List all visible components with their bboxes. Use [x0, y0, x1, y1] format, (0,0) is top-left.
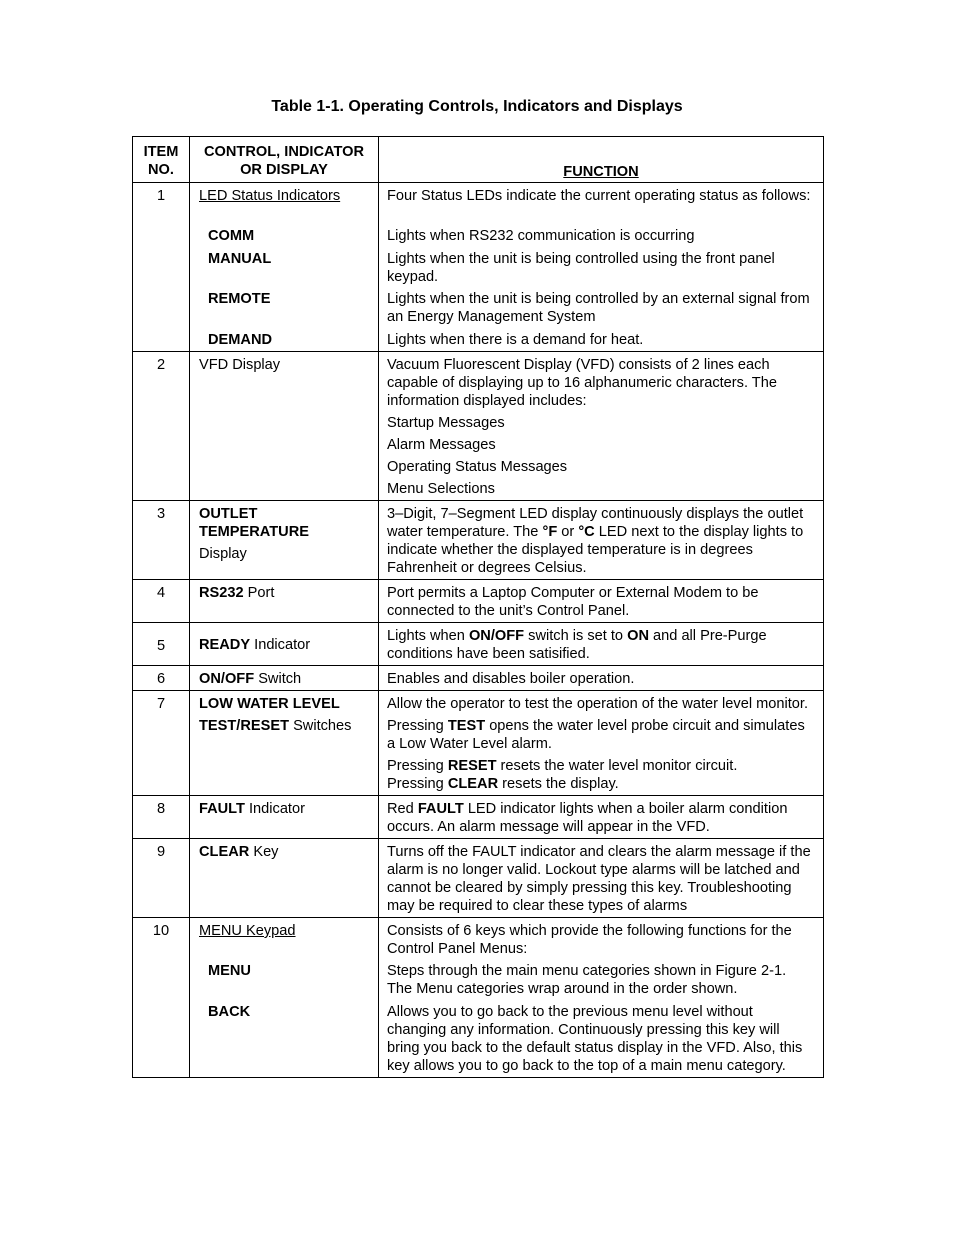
control-cell — [190, 666, 379, 691]
list-item: Menu Selections — [387, 481, 495, 497]
header-item-line2: NO. — [148, 162, 174, 178]
function-text — [387, 775, 815, 793]
function-text: Steps through the main menu categories shown in Figure 2-1. The Menu categories wrap around in the order shown. — [387, 963, 787, 997]
list-item: Startup Messages — [387, 415, 505, 431]
text-run-bold: ON — [627, 628, 649, 644]
control-label-bold: ON/OFF — [199, 671, 255, 687]
function-text: Allows you to go back to the previous menu level without changing any information. Continuously pressing this key will bring you back to the default status display in the VFD. Also, this key allows you to go back to the top of a main menu category. — [387, 1004, 803, 1074]
text-run-bold: TEST — [447, 718, 486, 734]
text-run: opens the water level probe circuit and simulates a Low Water Level alarm. — [387, 718, 805, 752]
function-text: Vacuum Fluorescent Display (VFD) consists of 2 lines each capable of displaying up to 16 alphanumeric characters. The information displayed includes: — [387, 357, 777, 409]
header-function-label: FUNCTION — [563, 164, 639, 180]
text-run: or — [557, 524, 579, 540]
text-run: Pressing — [387, 776, 448, 792]
function-cell — [379, 352, 824, 501]
control-label-bold: TEMPERATURE — [199, 524, 309, 540]
control-label-rest: Display — [199, 546, 247, 562]
text-run: 3–Digit, 7–Segment LED display continuously displays the outlet water temperature. The — [387, 506, 804, 540]
table-row-6 — [133, 666, 824, 691]
function-text — [387, 627, 815, 663]
table-row-1 — [133, 183, 824, 352]
table-row-5 — [133, 623, 824, 666]
table-row-8 — [133, 796, 824, 839]
function-cell — [379, 666, 824, 691]
function-text — [387, 717, 815, 753]
control-cell — [190, 839, 379, 918]
item-number: 9 — [133, 839, 190, 918]
text-run: LED next to the display lights to indicate whether the displayed temperature is in degrees Fahrenheit or degrees Celsius. — [387, 524, 804, 576]
item-number: 4 — [133, 580, 190, 623]
control-cell — [190, 501, 379, 580]
function-text: Allow the operator to test the operation of the water level monitor. — [387, 696, 809, 712]
sub-label: MANUAL — [208, 251, 272, 267]
table-row-3 — [133, 501, 824, 580]
control-label-bold: TEST/RESET — [199, 718, 290, 734]
list-item: Operating Status Messages — [387, 459, 568, 475]
function-text — [387, 505, 815, 577]
function-cell — [379, 183, 824, 352]
text-run: resets the display. — [498, 776, 619, 792]
function-cell — [379, 691, 824, 796]
header-item-line1: ITEM — [143, 144, 179, 160]
control-label — [199, 584, 374, 602]
control-label-bold: FAULT — [199, 801, 245, 817]
text-run-bold: RESET — [447, 758, 497, 774]
control-label-rest: Key — [249, 844, 279, 860]
control-cell — [190, 352, 379, 501]
control-label-bold: RS232 — [199, 585, 244, 601]
item-number: 10 — [133, 918, 190, 1078]
text-run: resets the water level monitor circuit. — [496, 758, 738, 774]
function-cell — [379, 796, 824, 839]
function-cell — [379, 580, 824, 623]
function-text — [387, 800, 815, 836]
control-label-rest: Port — [243, 585, 275, 601]
control-label-rest: Switch — [254, 671, 302, 687]
control-label — [199, 843, 374, 861]
control-label — [199, 670, 374, 688]
sub-label: COMM — [208, 228, 255, 244]
text-run: Pressing — [387, 758, 448, 774]
header-row — [133, 137, 824, 183]
header-function — [379, 137, 824, 183]
text-run: Lights when — [387, 628, 469, 644]
control-label-bold: READY — [199, 637, 251, 653]
control-cell — [190, 691, 379, 796]
function-text: Lights when there is a demand for heat. — [387, 332, 644, 348]
control-label-rest: Indicator — [250, 637, 311, 653]
control-label — [199, 800, 374, 818]
list-item: Alarm Messages — [387, 437, 496, 453]
header-control-line1: CONTROL, INDICATOR — [204, 144, 364, 160]
item-number: 7 — [133, 691, 190, 796]
control-label-bold: LOW WATER LEVEL — [199, 696, 340, 712]
item-number: 5 — [133, 623, 190, 666]
control-cell — [190, 183, 379, 352]
table-row-10 — [133, 918, 824, 1078]
table-row-4 — [133, 580, 824, 623]
function-text: Lights when the unit is being controlled using the front panel keypad. — [387, 251, 775, 285]
function-text: Lights when RS232 communication is occurring — [387, 228, 695, 244]
item-number: 6 — [133, 666, 190, 691]
text-run: switch is set to — [524, 628, 628, 644]
text-run-bold: FAULT — [417, 801, 464, 817]
text-run: LED indicator lights when a boiler alarm condition occurs. An alarm message will appear in the VFD. — [387, 801, 788, 835]
function-text: Consists of 6 keys which provide the following functions for the Control Panel Menus: — [387, 923, 792, 957]
text-run-bold: CLEAR — [447, 776, 499, 792]
control-label — [199, 505, 374, 523]
text-run: and all Pre-Purge conditions have been satisified. — [387, 628, 767, 662]
function-text: Turns off the FAULT indicator and clears the alarm message if the alarm is no longer valid. Lockout type alarms will be latched and cannot be cleared by simply pressing this key. Troubleshooting may be required to clear these types of alarms — [387, 844, 811, 914]
header-control-line2: OR DISPLAY — [240, 162, 328, 178]
sub-label: REMOTE — [208, 291, 271, 307]
text-run: Red — [387, 801, 418, 817]
control-label-rest: Switches — [289, 718, 352, 734]
control-label — [199, 636, 374, 654]
sub-label: DEMAND — [208, 332, 273, 348]
function-cell — [379, 918, 824, 1078]
text-run-bold: ON/OFF — [468, 628, 525, 644]
table-row-9 — [133, 839, 824, 918]
item-number: 1 — [133, 183, 190, 352]
control-cell — [190, 918, 379, 1078]
function-text: Four Status LEDs indicate the current operating status as follows: — [387, 188, 811, 204]
control-label — [199, 717, 374, 735]
function-text: Lights when the unit is being controlled by an external signal from an Energy Management System — [387, 291, 810, 325]
text-run: Pressing — [387, 718, 448, 734]
function-text — [387, 757, 815, 775]
item-number: 3 — [133, 501, 190, 580]
header-item-no — [133, 137, 190, 183]
table-row-2 — [133, 352, 824, 501]
text-run-bold: °C — [578, 524, 595, 540]
text-run-bold: °F — [542, 524, 558, 540]
item-number: 2 — [133, 352, 190, 501]
sub-label: MENU — [208, 963, 251, 979]
controls-table — [132, 136, 824, 1078]
control-label — [199, 695, 374, 713]
table-title: Table 1-1. Operating Controls, Indicators and Displays — [271, 98, 683, 115]
header-control — [190, 137, 379, 183]
function-text: Port permits a Laptop Computer or External Modem to be connected to the unit’s Control Panel. — [387, 585, 759, 619]
function-cell — [379, 501, 824, 580]
control-label-rest: Indicator — [244, 801, 305, 817]
controls-table-wrapper — [132, 136, 823, 1078]
control-label-bold: OUTLET — [199, 506, 258, 522]
control-label: LED Status Indicators — [199, 188, 341, 204]
sub-label: BACK — [208, 1004, 251, 1020]
function-text: Enables and disables boiler operation. — [387, 671, 635, 687]
control-cell — [190, 580, 379, 623]
function-cell — [379, 623, 824, 666]
control-label: MENU Keypad — [199, 923, 296, 939]
control-label — [199, 523, 374, 541]
function-cell — [379, 839, 824, 918]
table-row-7 — [133, 691, 824, 796]
control-cell — [190, 623, 379, 666]
control-label: VFD Display — [199, 357, 281, 373]
control-label-bold: CLEAR — [199, 844, 250, 860]
control-cell — [190, 796, 379, 839]
item-number: 8 — [133, 796, 190, 839]
